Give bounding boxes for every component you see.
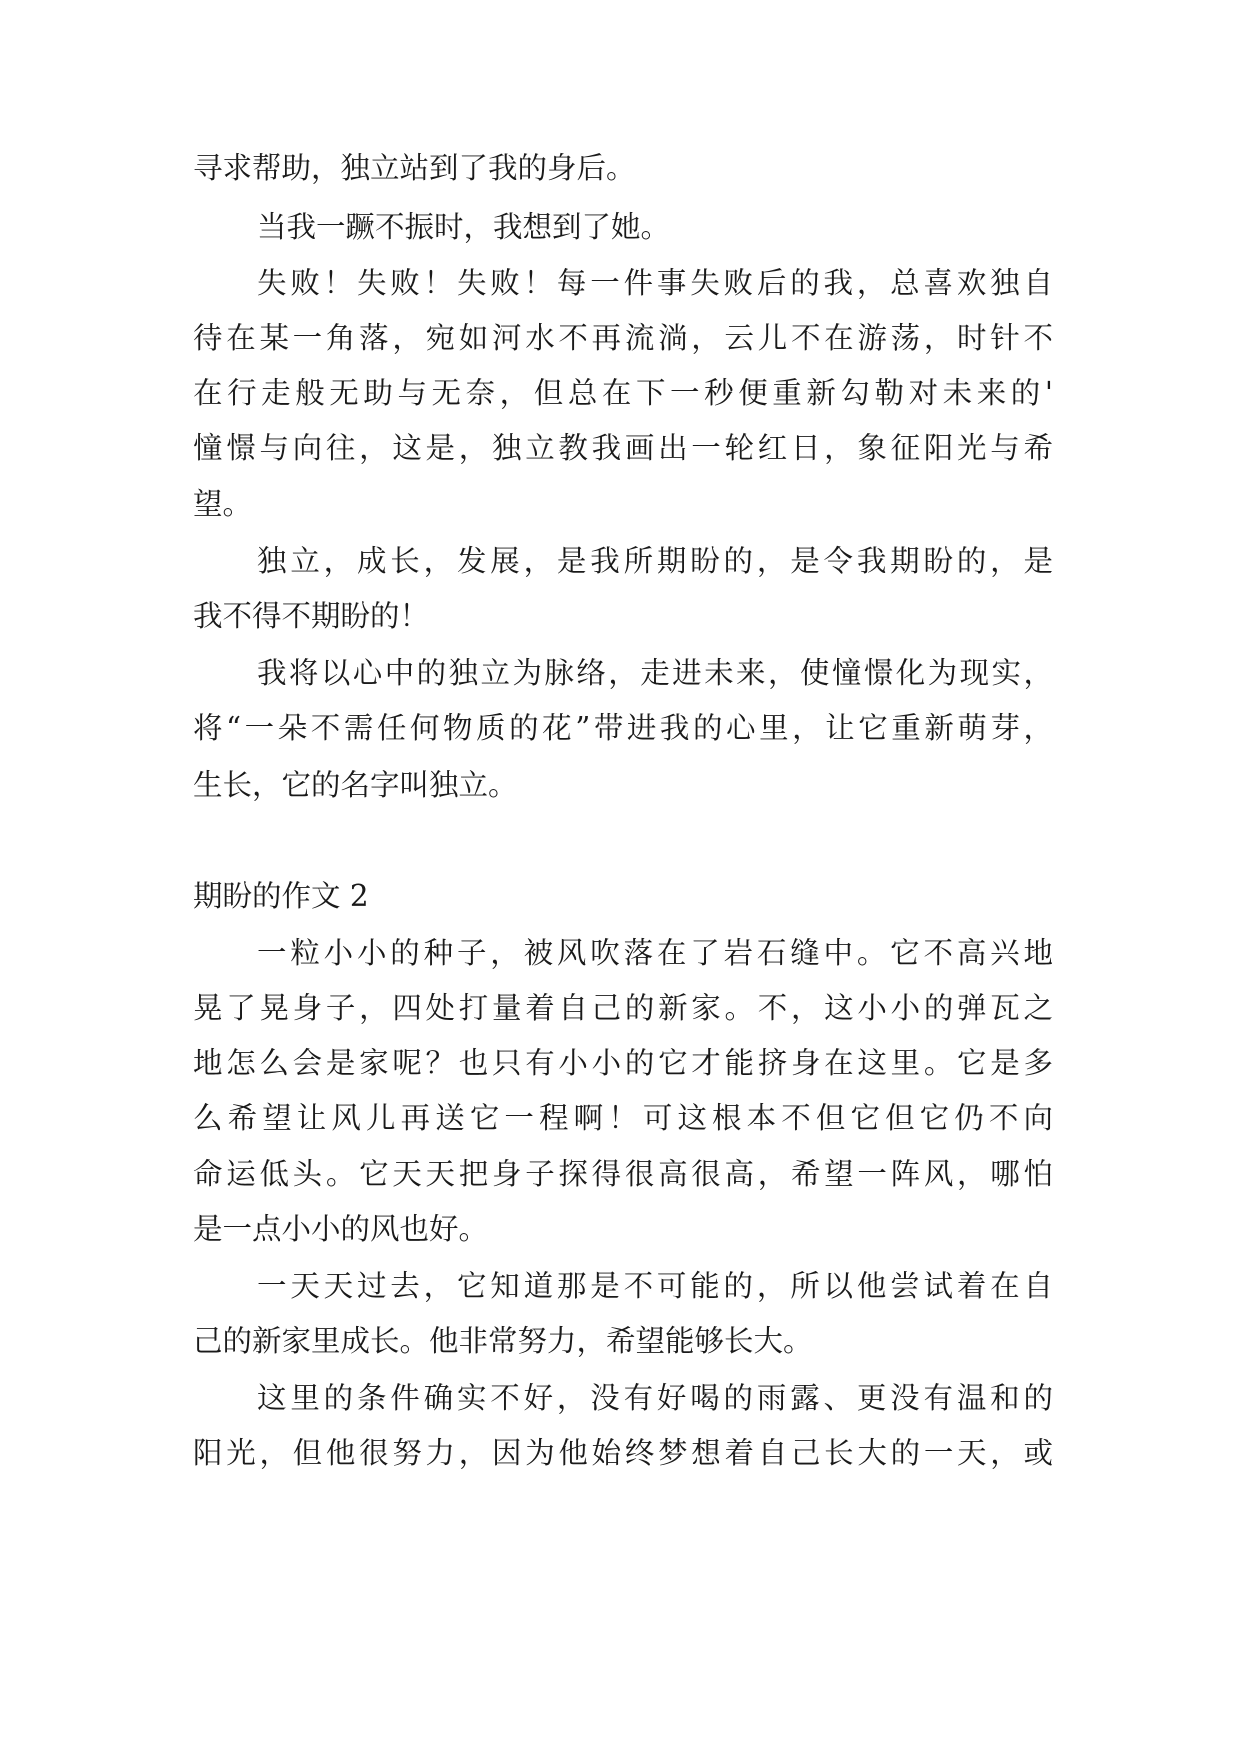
paragraph-line: 命运低头。它天天把身子探得很高很高，希望一阵风，哪怕 <box>193 1157 1053 1191</box>
paragraph-line: 我不得不期盼的！ <box>193 599 430 633</box>
paragraph-line: 憧憬与向往，这是，独立教我画出一轮红日，象征阳光与希 <box>193 431 1053 465</box>
paragraph-line: 待在某一角落，宛如河水不再流淌，云儿不在游荡，时针不 <box>193 321 1053 355</box>
paragraph-line: 己的新家里成长。他非常努力，希望能够长大。 <box>193 1324 813 1358</box>
paragraph-line: 失败！失败！失败！每一件事失败后的我，总喜欢独自 <box>257 266 1053 300</box>
paragraph-line: 地怎么会是家呢？也只有小小的它才能挤身在这里。它是多 <box>193 1046 1053 1080</box>
paragraph-line: 在行走般无助与无奈，但总在下一秒便重新勾勒对未来的' <box>193 376 1053 410</box>
paragraph-line: 我将以心中的独立为脉络，走进未来，使憧憬化为现实， <box>257 656 1053 690</box>
paragraph-line: 独立，成长，发展，是我所期盼的，是令我期盼的，是 <box>257 544 1053 578</box>
paragraph-line: 阳光，但他很努力，因为他始终梦想着自己长大的一天，或 <box>193 1436 1053 1470</box>
paragraph-line: 将“一朵不需任何物质的花”带进我的心里，让它重新萌芽， <box>193 711 1053 745</box>
paragraph-line: 这里的条件确实不好，没有好喝的雨露、更没有温和的 <box>257 1381 1053 1415</box>
paragraph-line: 么希望让风儿再送它一程啊！可这根本不但它但它仍不向 <box>193 1101 1053 1135</box>
section-heading: 期盼的作文 2 <box>193 879 369 913</box>
paragraph-line: 望。 <box>193 487 253 521</box>
paragraph-line: 晃了晃身子，四处打量着自己的新家。不，这小小的弹瓦之 <box>193 991 1053 1025</box>
paragraph-line: 当我一蹶不振时，我想到了她。 <box>257 210 671 244</box>
paragraph-line: 是一点小小的风也好。 <box>193 1212 489 1246</box>
paragraph-line: 寻求帮助，独立站到了我的身后。 <box>193 151 636 185</box>
paragraph-line: 一天天过去，它知道那是不可能的，所以他尝试着在自 <box>257 1269 1053 1303</box>
paragraph-line: 一粒小小的种子，被风吹落在了岩石缝中。它不高兴地 <box>257 936 1053 970</box>
paragraph-line: 生长，它的名字叫独立。 <box>193 768 518 802</box>
